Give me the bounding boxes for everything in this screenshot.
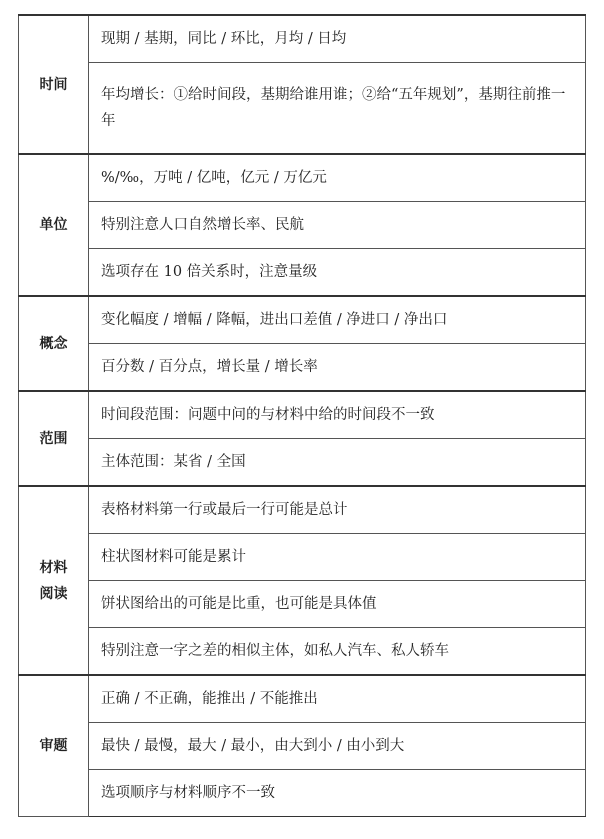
item-cell: 选项顺序与材料顺序不一致: [89, 770, 586, 817]
category-cell-scope: 范围: [19, 391, 89, 486]
item-cell: %/‰，万吨 / 亿吨，亿元 / 万亿元: [89, 154, 586, 202]
table-row: [19, 154, 586, 202]
table-row: [19, 344, 586, 392]
category-cell-time: 时间: [19, 15, 89, 154]
category-line: 阅读: [39, 585, 68, 602]
checklist-table-container: [18, 14, 586, 817]
item-cell: 表格材料第一行或最后一行可能是总计: [89, 486, 586, 534]
table-row: [19, 391, 586, 439]
category-cell-question-review: 审题: [19, 675, 89, 817]
table-row: [19, 581, 586, 628]
item-cell: 主体范围：某省 / 全国: [89, 439, 586, 487]
table-row: [19, 675, 586, 723]
table-row: [19, 202, 586, 249]
table-row: [19, 486, 586, 534]
item-cell: 变化幅度 / 增幅 / 降幅，进出口差值 / 净进口 / 净出口: [89, 296, 586, 344]
category-cell-material-reading: [19, 486, 89, 675]
item-cell: 柱状图材料可能是累计: [89, 534, 586, 581]
item-cell: 百分数 / 百分点，增长量 / 增长率: [89, 344, 586, 392]
table-row: [19, 296, 586, 344]
table-row: [19, 723, 586, 770]
checklist-table: [18, 14, 586, 817]
table-row: [19, 628, 586, 676]
item-cell: 时间段范围：问题中问的与材料中给的时间段不一致: [89, 391, 586, 439]
table-row: [19, 534, 586, 581]
item-cell: 最快 / 最慢，最大 / 最小，由大到小 / 由小到大: [89, 723, 586, 770]
table-row: [19, 249, 586, 297]
table-row: [19, 439, 586, 487]
category-line: 材料: [39, 559, 68, 576]
item-cell: 选项存在 10 倍关系时，注意量级: [89, 249, 586, 297]
item-cell: 饼状图给出的可能是比重，也可能是具体值: [89, 581, 586, 628]
table-row: [19, 15, 586, 63]
category-cell-concept: 概念: [19, 296, 89, 391]
item-cell: 年均增长：①给时间段，基期给谁用谁；②给“五年规划”，基期往前推一年: [89, 63, 586, 155]
category-cell-unit: 单位: [19, 154, 89, 296]
table-row: [19, 770, 586, 817]
item-cell: 正确 / 不正确，能推出 / 不能推出: [89, 675, 586, 723]
item-cell: 特别注意一字之差的相似主体，如私人汽车、私人轿车: [89, 628, 586, 676]
table-row: [19, 63, 586, 155]
item-cell: 特别注意人口自然增长率、民航: [89, 202, 586, 249]
item-cell: 现期 / 基期，同比 / 环比，月均 / 日均: [89, 15, 586, 63]
